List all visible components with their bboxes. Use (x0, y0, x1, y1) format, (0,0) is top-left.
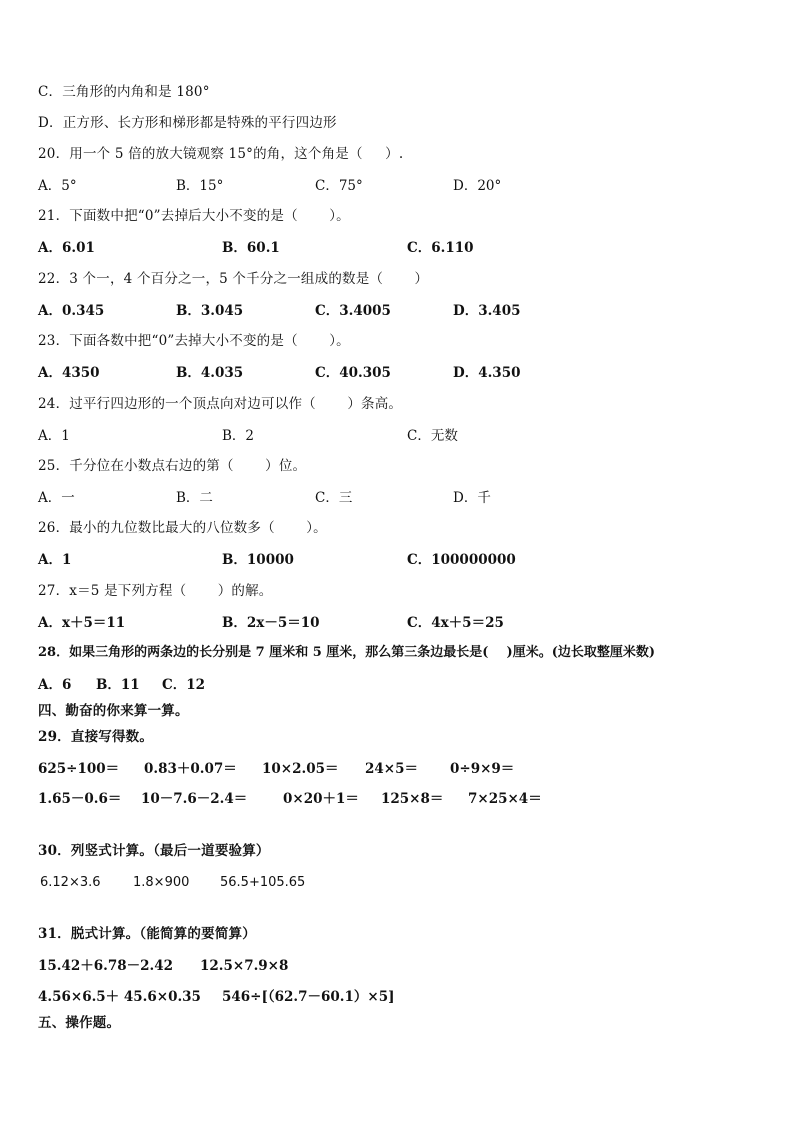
question-28: 28．如果三角形的两条边的长分别是 7 厘米和 5 厘米，那么第三条边最长是( )厘米。(边长取整厘米数) (38, 645, 655, 660)
section-5-heading: 五、操作题。 (38, 1015, 121, 1031)
q20-option-d: D．20° (453, 178, 502, 194)
option-d-statement: D．正方形、长方形和梯形都是特殊的平行四边形 (38, 115, 337, 131)
q27-option-c: C．4x＋5＝25 (407, 615, 504, 631)
q26-option-c: C．100000000 (407, 552, 516, 568)
q24-option-c: C．无数 (407, 428, 458, 444)
q21-option-c: C．6.110 (407, 240, 474, 256)
q29-item: 125×8＝ (381, 791, 444, 807)
question-23: 23．下面各数中把“0”去掉大小不变的是（ ）。 (38, 333, 350, 349)
q26-option-b: B．10000 (222, 552, 294, 568)
q29-item: 0.83＋0.07＝ (144, 761, 237, 777)
q24-option-b: B．2 (222, 428, 255, 444)
q29-item: 0÷9×9＝ (450, 761, 515, 777)
q20-option-c: C．75° (315, 178, 363, 194)
q26-option-a: A．1 (38, 552, 72, 568)
question-22: 22．3 个一，4 个百分之一，5 个千分之一组成的数是（ ） (38, 271, 429, 287)
q31-item: 15.42＋6.78－2.42 (38, 958, 174, 974)
question-27: 27．x＝5 是下列方程（ ）的解。 (38, 583, 273, 599)
question-21: 21．下面数中把“0”去掉后大小不变的是（ ）。 (38, 208, 350, 224)
q23-option-d: D．4.350 (453, 365, 521, 381)
q25-option-c: C．三 (315, 490, 353, 506)
q27-option-a: A．x＋5＝11 (38, 615, 126, 631)
question-26: 26．最小的九位数比最大的八位数多（ ）。 (38, 520, 327, 536)
q21-option-b: B．60.1 (222, 240, 280, 256)
section-4-heading: 四、勤奋的你来算一算。 (38, 703, 189, 719)
q22-option-d: D．3.405 (453, 303, 521, 319)
q31-item: 12.5×7.9×8 (200, 958, 289, 974)
q23-option-c: C．40.305 (315, 365, 391, 381)
question-29: 29．直接写得数。 (38, 729, 154, 745)
q31-item: 4.56×6.5＋ 45.6×0.35 (38, 989, 201, 1005)
q22-option-a: A．0.345 (38, 303, 105, 319)
question-25: 25．千分位在小数点右边的第（ ）位。 (38, 458, 307, 474)
q25-option-d: D．千 (453, 490, 491, 506)
q29-item: 24×5＝ (365, 761, 418, 777)
q29-item: 10×2.05＝ (262, 761, 339, 777)
q24-option-a: A．1 (38, 428, 70, 444)
q29-item: 625÷100＝ (38, 761, 120, 777)
q22-option-c: C．3.4005 (315, 303, 391, 319)
q29-item: 10－7.6－2.4＝ (141, 791, 248, 807)
q29-item: 0×20＋1＝ (283, 791, 359, 807)
q30-item: 56.5+105.65 (220, 875, 306, 890)
q28-option-c: C．12 (162, 677, 206, 693)
q28-option-b: B．11 (96, 677, 140, 693)
q30-item: 6.12×3.6 (40, 875, 101, 890)
question-20: 20．用一个 5 倍的放大镜观察 15°的角，这个角是（ ）. (38, 146, 404, 162)
q25-option-b: B．二 (176, 490, 213, 506)
q20-option-b: B．15° (176, 178, 224, 194)
q31-item: 546÷[（62.7－60.1）×5] (222, 989, 395, 1005)
q23-option-a: A．4350 (38, 365, 100, 381)
q21-option-a: A．6.01 (38, 240, 95, 256)
q30-item: 1.8×900 (133, 875, 190, 890)
option-c-statement: C．三角形的内角和是 180° (38, 84, 210, 100)
q27-option-b: B．2x－5＝10 (222, 615, 320, 631)
question-24: 24．过平行四边形的一个顶点向对边可以作（ ）条高。 (38, 396, 403, 412)
q22-option-b: B．3.045 (176, 303, 244, 319)
q23-option-b: B．4.035 (176, 365, 244, 381)
q29-item: 7×25×4＝ (468, 791, 542, 807)
q28-option-a: A．6 (38, 677, 72, 693)
q29-item: 1.65－0.6＝ (38, 791, 122, 807)
question-31: 31．脱式计算。（能简算的要简算） (38, 926, 256, 942)
question-30: 30．列竖式计算。（最后一道要验算） (38, 843, 270, 859)
q25-option-a: A．一 (38, 490, 75, 506)
q20-option-a: A．5° (38, 178, 77, 194)
